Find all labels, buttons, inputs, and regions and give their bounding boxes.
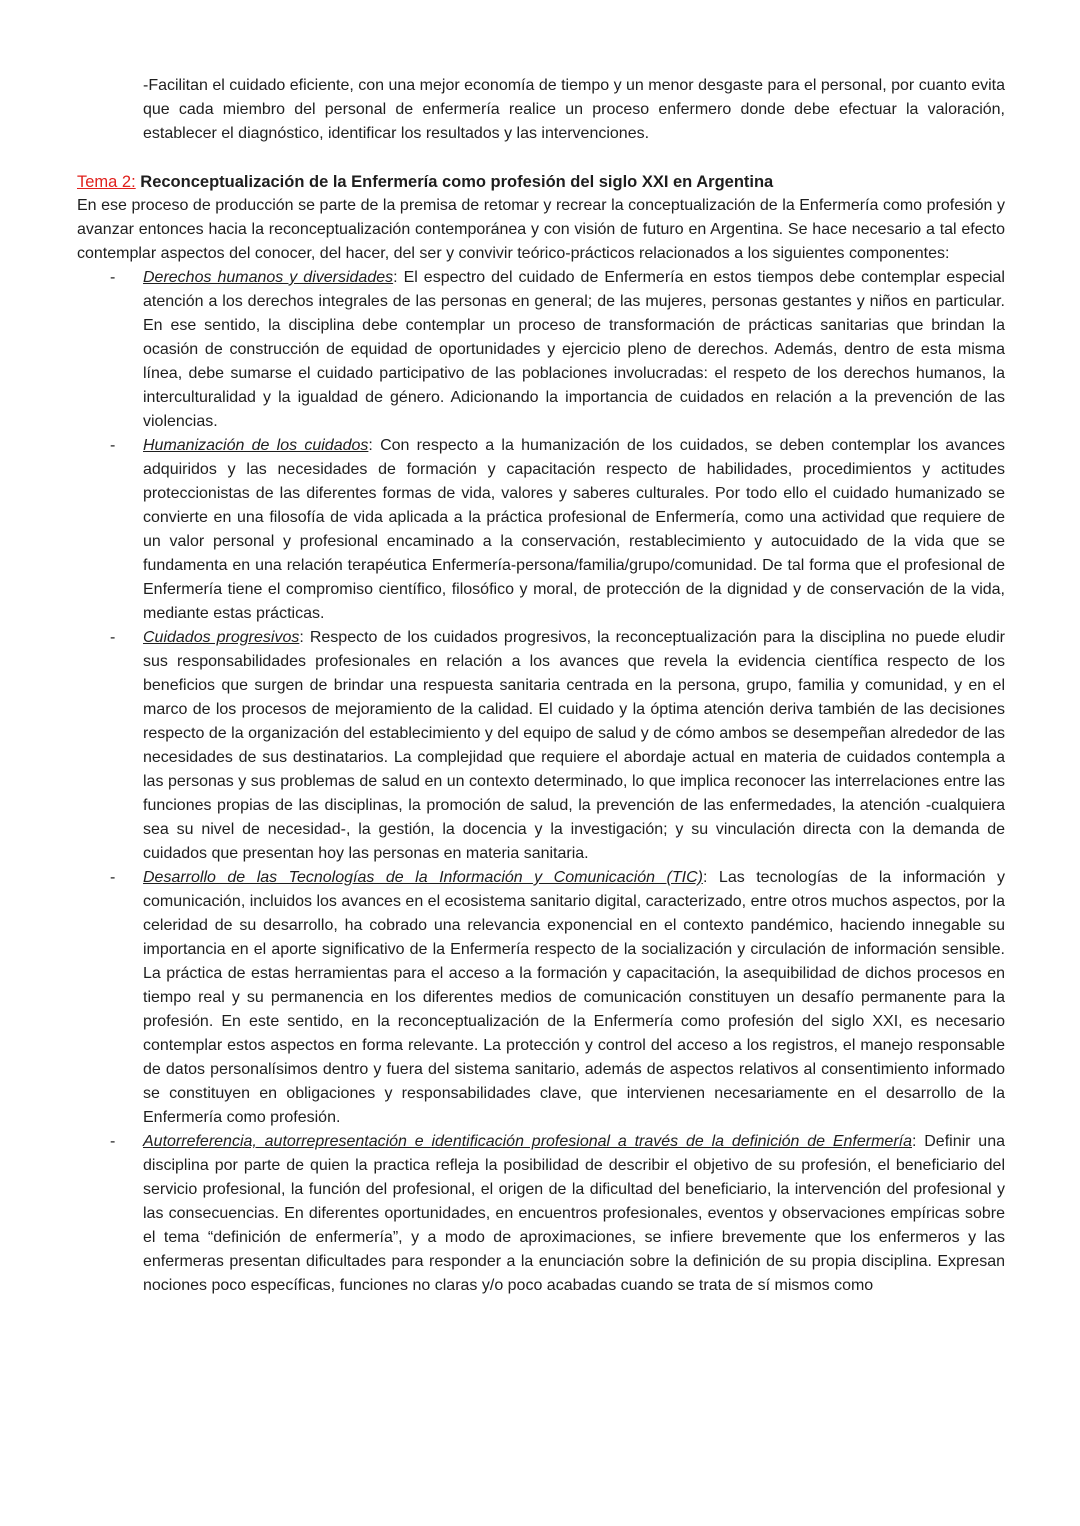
topic-heading xyxy=(77,170,1005,194)
component-term: Autorreferencia, autorrepresentación e identificación profesional a través de la definición de Enfermería xyxy=(143,1133,912,1150)
component-text: : Definir una disciplina por parte de quien la practica refleja la posibilidad de describir el objetivo de su profesión, el beneficiario del servicio profesional, la función del profesional, el origen de la dificultad del beneficiario, la intervención del profesional y las consecuencias. En diferentes oportunidades, en encuentros profesionales, eventos y observaciones empíricas sobre el tema “definición de enfermería”, y a modo de aproximaciones, se infiere brevemente que los enfermeros y las enfermeras presentan dificultades para responder a la enunciación sobre la definición de su propia disciplina. Expresan nociones poco específicas, funciones no claras y/o poco acabadas cuando se trata de sí mismos como xyxy=(143,1133,1005,1294)
list-item xyxy=(77,1130,1005,1298)
component-text: : Con respecto a la humanización de los cuidados, se deben contemplar los avances adquiridos y las necesidades de formación y capacitación respecto de habilidades, procedimientos y actitudes proteccionistas de las diferentes formas de vida, valores y saberes culturales. Por todo ello el cuidado humanizado se convierte en una filosofía de vida aplicada a la práctica profesional de Enfermería, como una actividad que requiere de un valor personal y profesional encaminado a la conservación, restablecimiento y autocuidado de la vida que se fundamenta en una relación terapéutica Enfermería-persona/familia/grupo/comunidad. De tal forma que el profesional de Enfermería tiene el compromiso científico, filosófico y moral, de protección de la dignidad y de conservación de la vida, mediante estas prácticas. xyxy=(143,437,1006,622)
list-item xyxy=(77,434,1005,626)
list-dash: - xyxy=(110,269,116,286)
component-text: : Respecto de los cuidados progresivos, la reconceptualización para la disciplina no puede eludir sus responsabilidades profesionales en relación a los avances que revela la evidencia científica respecto de los beneficios que surgen de brindar una respuesta sanitaria centrada en la persona, grupo, familia y comunidad, y en el marco de los procesos de mejoramiento de la calidad. El cuidado y la óptima atención deriva también de las decisiones respecto de la organización del establecimiento y del equipo de salud y de cómo ambos se desempeñan alrededor de las necesidades de sus destinatarios. La complejidad que requiere el abordaje actual en materia de cuidados contempla a las personas y sus problemas de salud en un contexto determinado, lo que implica reconocer las interrelaciones entre las funciones propias de las disciplinas, la promoción de salud, la prevención de las enfermedades, la atención -cualquiera sea su nivel de necesidad-, la gestión, la docencia y la investigación; y su vinculación directa con la demanda de cuidados que presentan hoy las personas en materia sanitaria. xyxy=(143,629,1006,862)
list-dash: - xyxy=(110,869,116,886)
component-text: : El espectro del cuidado de Enfermería en estos tiempos debe contemplar especial atención a los derechos integrales de las personas en general; de las mujeres, personas gestantes y niños en particular. En ese sentido, la disciplina debe contemplar un proceso de transformación de prácticas sanitarias que brindan la ocasión de construcción de equidad de oportunidades y ejercicio pleno de derechos. Además, dentro de esta misma línea, debe sumarse el cuidado participativo de las poblaciones involucradas: el respeto de los derechos humanos, la interculturalidad y la igualdad de género. Adicionando la importancia de cuidados en relación a la prevención de las violencias. xyxy=(143,269,1005,430)
component-term: Cuidados progresivos xyxy=(143,629,300,646)
component-term: Desarrollo de las Tecnologías de la Información y Comunicación (TIC) xyxy=(143,869,703,886)
topic-intro-paragraph: En ese proceso de producción se parte de la premisa de retomar y recrear la conceptualización de la Enfermería como profesión y avanzar entonces hacia la reconceptualización contemporánea y con visión de futuro en Argentina. Se hace necesario a tal efecto contemplar aspectos del conocer, del hacer, del ser y convivir teórico-prácticos relacionados a los siguientes componentes: xyxy=(77,197,1005,262)
list-dash: - xyxy=(110,437,116,454)
component-text: : Las tecnologías de la información y comunicación, incluidos los avances en el ecosistema sanitario digital, caracterizado, entre otros muchos aspectos, por la celeridad de su desarrollo, ha cobrado una relevancia exponencial en el contexto pandémico, haciendo innegable su importancia en el aporte significativo de la Enfermería respecto de la socialización y circulación de información sensible. La práctica de estas herramientas para el acceso a la formación y capacitación, la asequibilidad de dichos procesos en tiempo real y su permanencia en los diferentes medios de comunicación constituyen un desafío permanente para la profesión. En este sentido, en la reconceptualización de la Enfermería como profesión del siglo XXI, es necesario contemplar estos aspectos en forma relevante. La protección y control del acceso a los registros, el manejo responsable de datos personalísimos dentro y fuera del sistema sanitario, además de aspectos relativos al consentimiento informado se constituyen en obligaciones y responsabilidades clave, que intervienen necesariamente en el desarrollo de la Enfermería como profesión. xyxy=(143,869,1005,1126)
component-term: Humanización de los cuidados xyxy=(143,437,369,454)
list-dash: - xyxy=(110,1133,116,1150)
list-dash: - xyxy=(110,629,116,646)
topic-title: Reconceptualización de la Enfermería como profesión del siglo XXI en Argentina xyxy=(135,173,774,191)
component-term: Derechos humanos y diversidades xyxy=(143,269,394,286)
topic-label: Tema 2: xyxy=(77,173,136,191)
intro-bullet-paragraph: -Facilitan el cuidado eficiente, con una mejor economía de tiempo y un menor desgaste para el personal, por cuanto evita que cada miembro del personal de enfermería realice un proceso enfermero donde debe efectuar la valoración, establecer el diagnóstico, identificar los resultados y las intervenciones. xyxy=(143,77,1005,142)
document-page xyxy=(77,74,1005,1298)
list-item xyxy=(77,266,1005,434)
list-item xyxy=(77,626,1005,866)
components-list xyxy=(77,266,1005,1298)
list-item xyxy=(77,866,1005,1130)
